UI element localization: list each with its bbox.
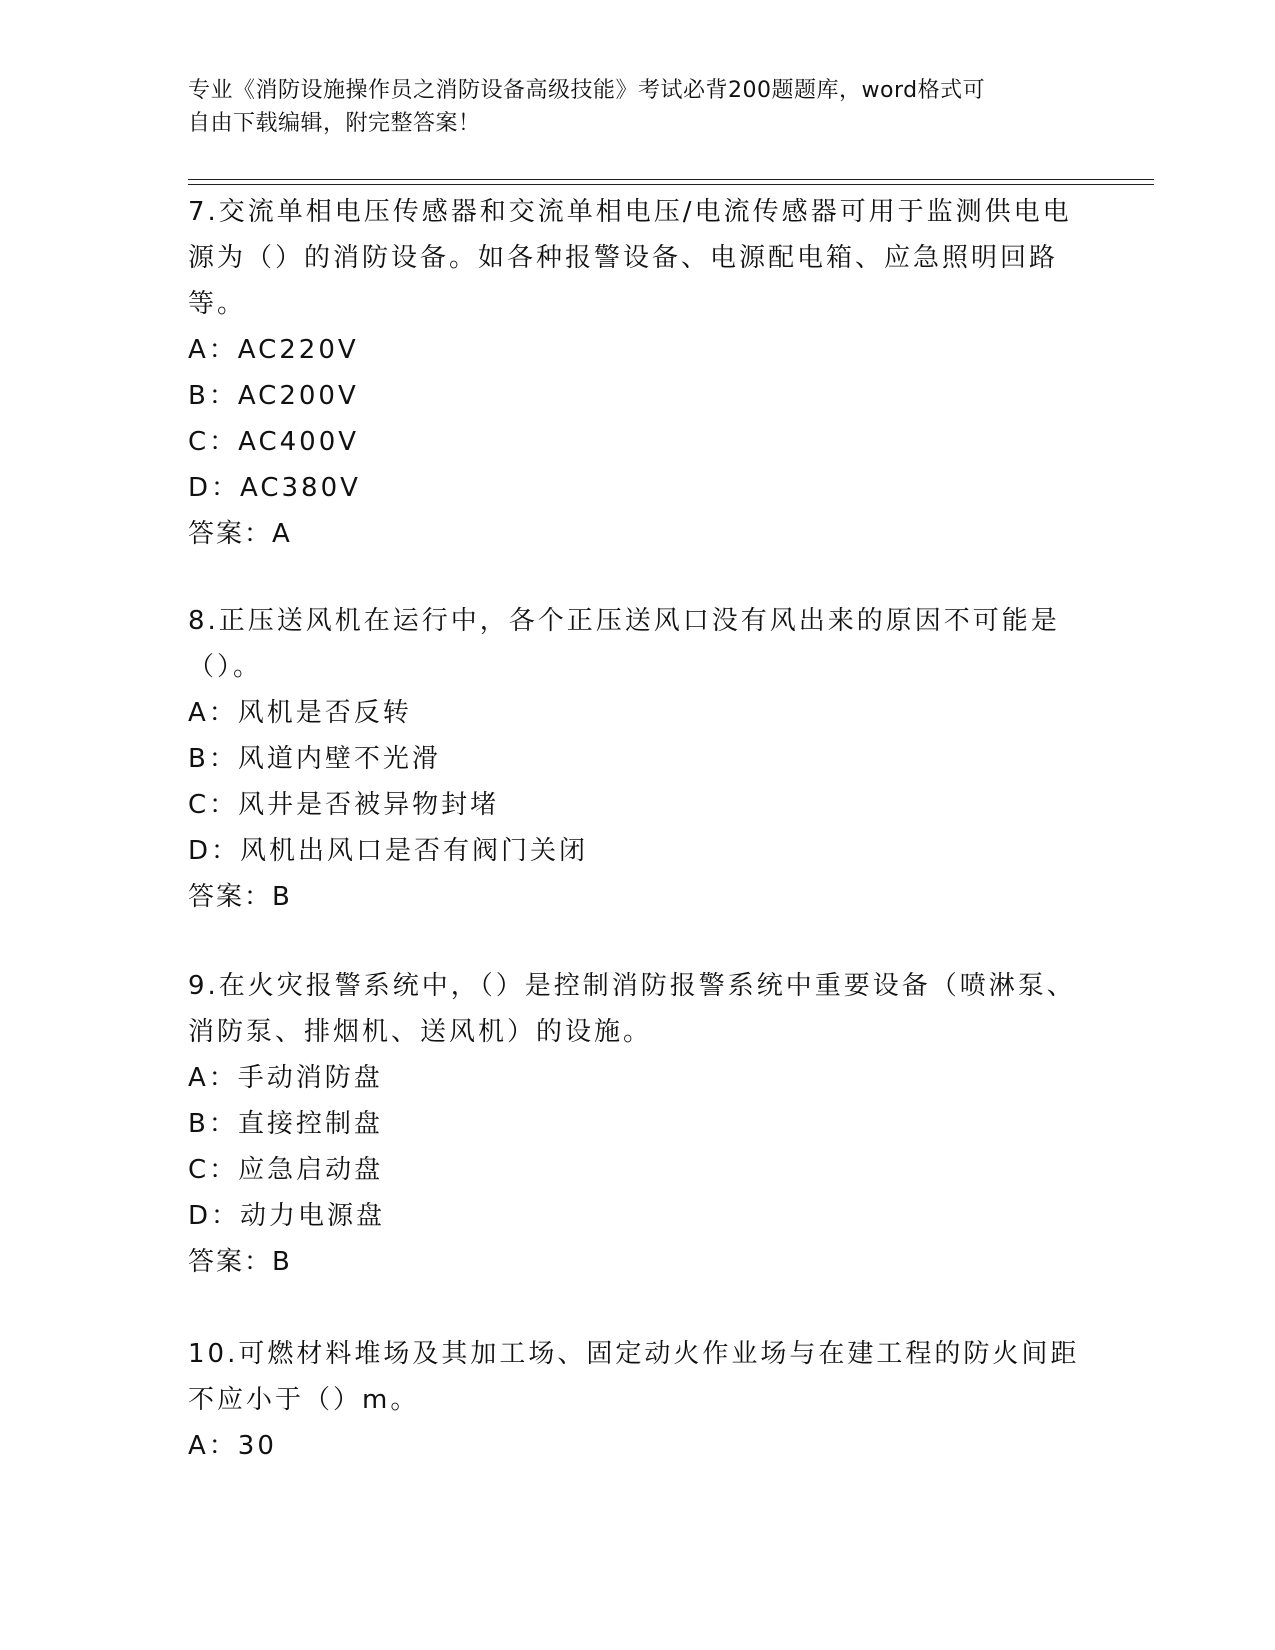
option-a: A：手动消防盘 xyxy=(188,1063,383,1093)
question-stem: 7.交流单相电压传感器和交流单相电压/电流传感器可用于监测供电电源为（）的消防设备。如各种报警设备、电源配电箱、应急照明回路等。 xyxy=(188,197,1072,319)
question-8 xyxy=(188,598,1088,920)
option-d: D：AC380V xyxy=(188,473,361,503)
option-d: D：风机出风口是否有阀门关闭 xyxy=(188,836,589,866)
option-c: C：AC400V xyxy=(188,427,360,457)
option-d: D：动力电源盘 xyxy=(188,1201,386,1231)
document-header xyxy=(188,74,1068,140)
answer: 答案：B xyxy=(188,1247,292,1277)
option-c: C：应急启动盘 xyxy=(188,1155,384,1185)
option-a: A：30 xyxy=(188,1431,277,1461)
header-divider-top xyxy=(188,179,1154,180)
question-stem: 8.正压送风机在运行中，各个正压送风口没有风出来的原因不可能是（）。 xyxy=(188,606,1060,682)
option-c: C：风井是否被异物封堵 xyxy=(188,790,500,820)
question-7 xyxy=(188,189,1088,557)
question-stem: 10.可燃材料堆场及其加工场、固定动火作业场与在建工程的防火间距不应小于（）m。 xyxy=(188,1339,1080,1415)
question-9 xyxy=(188,963,1088,1285)
header-divider-bottom xyxy=(188,184,1154,185)
question-stem: 9.在火灾报警系统中，（）是控制消防报警系统中重要设备（喷淋泵、消防泵、排烟机、送风机）的设施。 xyxy=(188,971,1076,1047)
header-line-2: 自由下载编辑，附完整答案！ xyxy=(188,111,481,136)
answer: 答案：A xyxy=(188,519,292,549)
header-line-1: 专业《消防设施操作员之消防设备高级技能》考试必背200题题库，word格式可 xyxy=(188,78,986,103)
question-10 xyxy=(188,1331,1088,1469)
option-a: A：风机是否反转 xyxy=(188,698,412,728)
option-b: B：风道内壁不光滑 xyxy=(188,744,441,774)
answer: 答案：B xyxy=(188,882,292,912)
option-b: B：直接控制盘 xyxy=(188,1109,383,1139)
option-b: B：AC200V xyxy=(188,381,359,411)
option-a: A：AC220V xyxy=(188,335,359,365)
